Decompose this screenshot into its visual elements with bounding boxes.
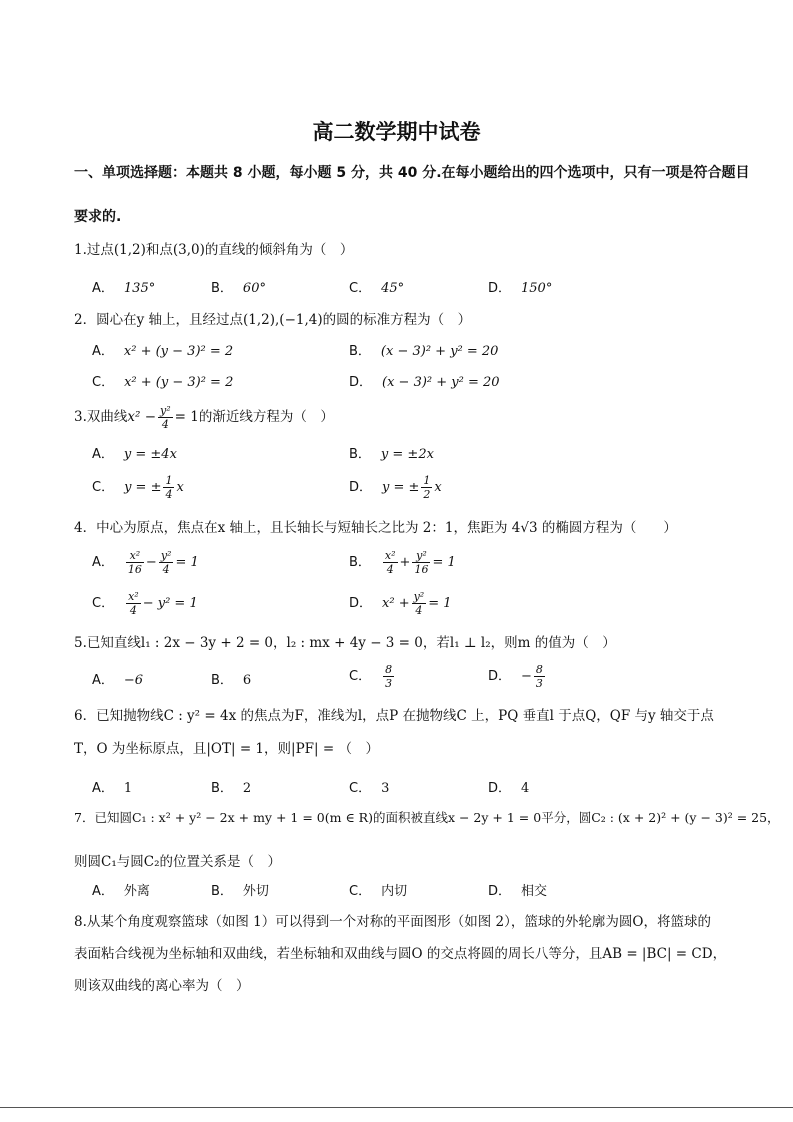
option-text: y = ±2x [380,447,434,462]
numerator: y² [412,549,430,563]
fraction [534,663,545,690]
q4-option-c[interactable] [92,590,198,617]
q4-option-b[interactable] [349,549,456,576]
fraction [158,404,173,431]
q2-option-d[interactable] [349,371,500,390]
option-label: A． [92,884,114,899]
q6-option-d[interactable] [488,777,529,796]
option-label: C． [349,669,372,684]
option-label: D． [349,375,373,390]
option-label: A． [92,447,114,462]
question-7-stem-cont: 则圆C₁与圆C₂的位置关系是（ ） [74,854,281,870]
option-label: C． [92,375,115,390]
page-bottom-rule [0,1107,793,1108]
q3-option-a[interactable] [92,443,177,462]
option-text: 外离 [123,884,150,899]
option-label: D． [349,480,373,495]
q7-option-d[interactable] [488,880,547,899]
q2-option-b[interactable] [349,340,498,359]
option-text: y = ± [124,480,162,495]
operator: + [399,555,411,570]
section-heading-cont: 要求的. [74,209,122,225]
denominator: 4 [165,488,173,501]
option-label: B． [211,673,233,688]
q3-option-c[interactable] [92,474,184,501]
option-label: A． [92,781,114,796]
option-text: x [434,480,442,495]
option-text: = 1 [432,555,456,570]
option-text: x² + (y − 3)² = 2 [123,344,234,359]
fraction [383,549,398,576]
question-8-stem-cont-2: 则该双曲线的离心率为（ ） [74,978,250,994]
q5-option-c[interactable] [349,663,396,690]
option-label: A． [92,673,114,688]
option-text: 135° [123,281,156,296]
denominator: 4 [161,418,169,431]
q2-option-a[interactable] [92,340,233,359]
option-text: y = ± [382,480,420,495]
sign: − [521,669,532,684]
option-text: 3 [381,781,390,796]
q1-option-c[interactable] [349,277,404,296]
fraction [412,590,427,617]
option-text: − y² = 1 [142,596,198,611]
q7-option-b[interactable] [211,880,269,899]
option-label: C． [92,596,115,611]
question-6-stem-cont: T，O 为坐标原点，且|OT| = 1，则|PF| = （ ） [74,741,379,757]
q4-option-a[interactable] [92,549,199,576]
question-4-stem: 4．中心为原点，焦点在x 轴上，且长轴长与短轴长之比为 2：1，焦距为 4√3 的椭圆方程为（ ） [74,520,677,536]
option-label: B． [349,344,371,359]
question-7-stem: 7．已知圆C₁ : x² + y² − 2x + my + 1 = 0(m ∈ R)的面积被直线x − 2y + 1 = 0平分，圆C₂ : (x + 2)² + (y − 3)² = 25， [74,810,780,825]
fraction [126,549,144,576]
denominator: 4 [129,604,137,617]
option-label: A． [92,555,114,570]
fraction [383,663,394,690]
option-text: 相交 [521,884,548,899]
option-text: (x − 3)² + y² = 20 [380,344,499,359]
q5-option-b[interactable] [211,669,251,688]
question-2-stem: 2．圆心在y 轴上，且经过点(1,2),(−1,4)的圆的标准方程为（ ） [74,312,472,328]
numerator: 8 [385,663,393,676]
stem-text: 3.双曲线 [74,409,128,425]
numerator: 1 [423,474,431,487]
q5-option-a[interactable] [92,669,143,688]
q3-option-d[interactable] [349,474,442,501]
fraction [421,474,432,501]
q4-option-d[interactable] [349,590,452,617]
option-label: B． [211,281,233,296]
option-label: C． [92,480,115,495]
stem-math: x² − [127,409,157,425]
option-text: x² + (y − 3)² = 2 [124,375,234,390]
option-text: 内切 [381,884,408,899]
option-text: 150° [521,281,553,296]
option-label: D． [488,669,512,684]
option-label: C． [349,884,372,899]
question-3-stem [74,404,334,431]
denominator: 4 [162,563,170,576]
page-title: 高二数学期中试卷 [312,120,481,144]
option-label: C． [349,281,372,296]
option-text: 60° [242,281,266,296]
denominator: 16 [127,563,142,576]
numerator: y² [160,404,171,417]
numerator: y² [160,549,172,562]
option-label: B． [211,781,233,796]
denominator: 4 [415,604,423,617]
q5-option-d[interactable] [488,663,547,690]
option-label: D． [349,596,373,611]
option-text: 4 [521,781,530,796]
option-text: x [176,480,184,495]
q7-option-a[interactable] [92,880,150,899]
q6-option-c[interactable] [349,777,389,796]
option-label: C． [349,781,372,796]
option-text: 45° [381,281,405,296]
option-label: A． [92,344,114,359]
q1-option-a[interactable] [92,277,155,296]
fraction [126,590,141,617]
option-label: D． [488,884,512,899]
q7-option-c[interactable] [349,880,407,899]
operator: − [145,555,157,570]
option-text: x² + [382,596,410,611]
q1-option-d[interactable] [488,277,552,296]
q3-option-b[interactable] [349,443,434,462]
question-1-stem: 1.过点(1,2)和点(3,0)的直线的倾斜角为（ ） [74,242,354,258]
option-label: A． [92,281,114,296]
denominator: 16 [414,563,429,576]
q6-option-b[interactable] [211,777,251,796]
section-heading: 一、单项选择题：本题共 8 小题，每小题 5 分，共 40 分.在每小题给出的四个选项中，只有一项是符合题目 [74,165,750,181]
question-8-stem-cont: 表面粘合线视为坐标轴和双曲线，若坐标轴和双曲线与圆O 的交点将圆的周长八等分，且AB = |BC| = CD， [74,946,727,962]
option-text: −6 [123,673,144,688]
denominator: 3 [385,677,393,690]
question-6-stem: 6．已知抛物线C : y² = 4x 的焦点为F，准线为l，点P 在抛物线C 上，PQ 垂直l 于点Q，QF 与y 轴交于点 [74,708,714,724]
option-text: (x − 3)² + y² = 20 [382,375,500,390]
q2-option-c[interactable] [92,371,233,390]
fraction [159,549,174,576]
numerator: x² [126,549,144,563]
stem-text: = 1的渐近线方程为（ ） [174,409,334,425]
fraction [163,474,174,501]
option-label: B． [349,555,371,570]
option-label: D． [488,281,512,296]
option-text: 2 [242,781,252,796]
option-text: 1 [123,781,133,796]
option-label: D． [488,781,512,796]
question-8-stem: 8.从某个角度观察篮球（如图 1）可以得到一个对称的平面图形（如图 2），篮球的外轮廓为圆O，将篮球的 [74,914,711,930]
numerator: x² [384,549,396,562]
option-label: B． [349,447,371,462]
q1-option-b[interactable] [211,277,266,296]
denominator: 3 [535,677,543,690]
option-text: y = ±4x [123,447,177,462]
denominator: 2 [423,488,431,501]
option-text: 外切 [242,884,269,899]
option-text: = 1 [175,555,199,570]
question-5-stem: 5.已知直线l₁ : 2x − 3y + 2 = 0，l₂ : mx + 4y − 3 = 0，若l₁ ⊥ l₂，则m 的值为（ ） [74,635,616,651]
numerator: 1 [165,474,173,487]
numerator: x² [128,590,139,603]
numerator: 8 [535,663,543,676]
fraction [412,549,430,576]
numerator: y² [413,590,425,603]
option-text: = 1 [428,596,452,611]
q6-option-a[interactable] [92,777,132,796]
option-text: 6 [242,673,252,688]
option-label: B． [211,884,233,899]
denominator: 4 [386,563,394,576]
